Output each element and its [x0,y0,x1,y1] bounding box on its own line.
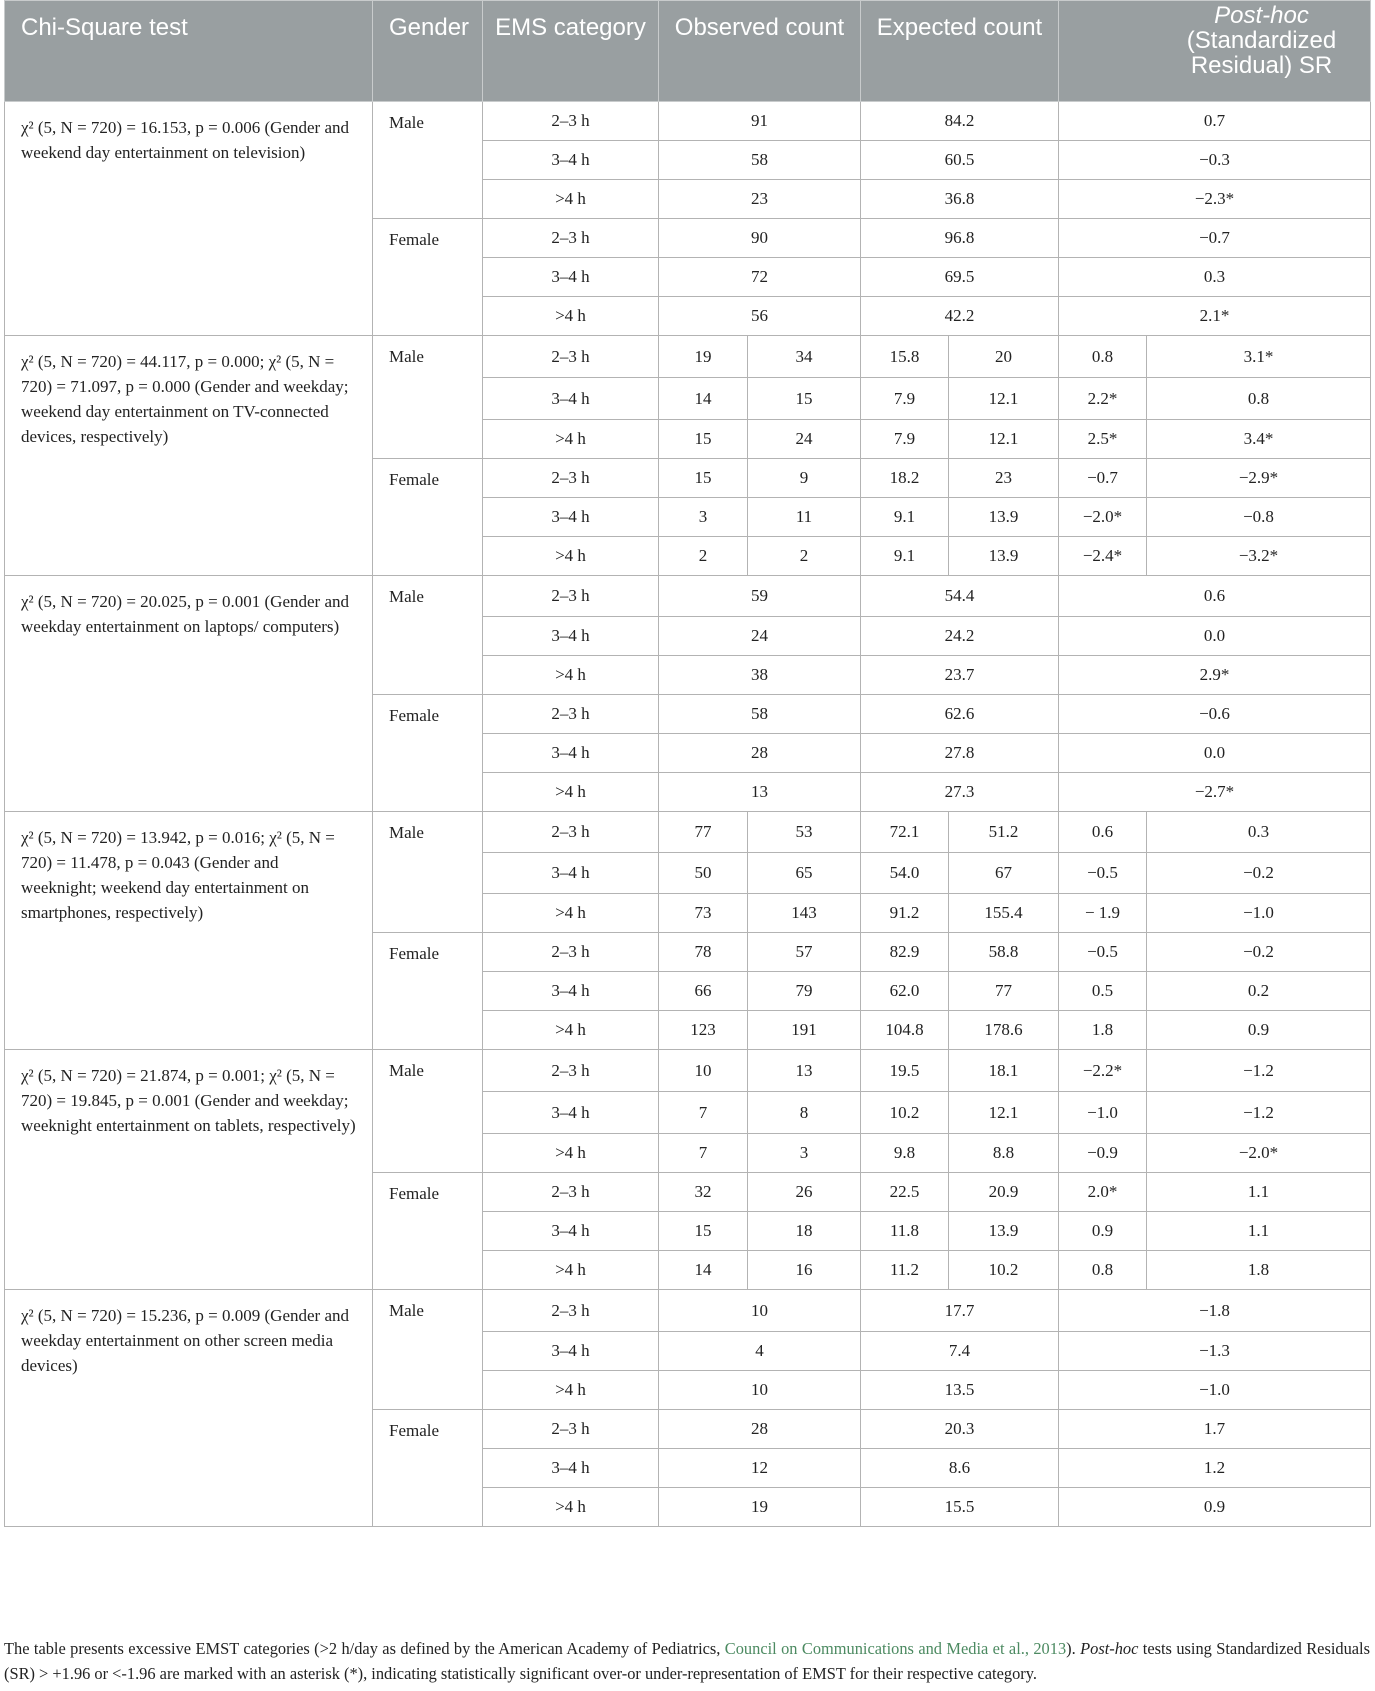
ems-category-cell: >4 h [483,297,659,336]
expected-count-cell: 11.8 [861,1212,949,1251]
observed-count-cell: 11 [748,498,861,537]
footnote-text-3: tests using Standardized Residuals (SR) > +1.96 or <-1.96 are marked with an asterisk (*), indicating statistically significant over-or under-representation of EMST for their respective category. [4,1639,1370,1683]
observed-count-cell: 23 [659,180,861,219]
ems-category-cell: >4 h [483,1134,659,1173]
gender-cell: Female [373,1173,483,1290]
observed-count-cell: 10 [659,1050,748,1092]
standardized-residual-cell: −3.2* [1147,537,1371,576]
ems-category-cell: >4 h [483,1371,659,1410]
chi-square-statistic: χ² (5, N = 720) = 15.236, p = 0.009 (Gender and weekday entertainment on other screen media devices) [5,1290,373,1527]
ems-category-cell: >4 h [483,420,659,459]
observed-count-cell: 79 [748,972,861,1011]
ems-category-cell: 2–3 h [483,933,659,972]
observed-count-cell: 3 [659,498,748,537]
observed-count-cell: 56 [659,297,861,336]
ems-category-cell: 3–4 h [483,972,659,1011]
observed-count-cell: 58 [659,141,861,180]
standardized-residual-cell: −2.4* [1059,537,1147,576]
observed-count-cell: 4 [659,1332,861,1371]
expected-count-cell: 19.5 [861,1050,949,1092]
standardized-residual-cell: −1.3 [1059,1332,1371,1371]
header-chi-square-test: Chi-Square test [5,1,373,102]
standardized-residual-cell: −0.3 [1059,141,1371,180]
expected-count-cell: 60.5 [861,141,1059,180]
observed-count-cell: 15 [748,378,861,420]
standardized-residual-cell: 1.7 [1059,1410,1371,1449]
expected-count-cell: 20 [949,336,1059,378]
standardized-residual-cell: −1.2 [1147,1050,1371,1092]
observed-count-cell: 15 [659,420,748,459]
expected-count-cell: 96.8 [861,219,1059,258]
chi-square-statistic: χ² (5, N = 720) = 44.117, p = 0.000; χ² (5, N = 720) = 71.097, p = 0.000 (Gender and weekday; weekend day entertainment on TV-connected devices, respectively) [5,336,373,576]
observed-count-cell: 26 [748,1173,861,1212]
ems-category-cell: >4 h [483,1488,659,1527]
observed-count-cell: 77 [659,812,748,853]
observed-count-cell: 15 [659,459,748,498]
standardized-residual-cell: 0.9 [1059,1212,1147,1251]
ems-category-cell: 2–3 h [483,336,659,378]
standardized-residual-cell: 0.2 [1147,972,1371,1011]
gender-cell: Male [373,812,483,933]
chi-square-statistic: χ² (5, N = 720) = 13.942, p = 0.016; χ² (5, N = 720) = 11.478, p = 0.043 (Gender and weeknight; weekend day entertainment on smartphones, respectively) [5,812,373,1050]
expected-count-cell: 54.0 [861,853,949,894]
standardized-residual-cell: −1.0 [1147,894,1371,933]
ems-category-cell: 2–3 h [483,1050,659,1092]
expected-count-cell: 8.6 [861,1449,1059,1488]
expected-count-cell: 7.9 [861,378,949,420]
standardized-residual-cell: −1.0 [1059,1092,1147,1134]
standardized-residual-cell: 0.6 [1059,812,1147,853]
observed-count-cell: 3 [748,1134,861,1173]
gender-cell: Female [373,459,483,576]
standardized-residual-cell: 0.8 [1059,336,1147,378]
expected-count-cell: 54.4 [861,576,1059,617]
table-row [5,812,1371,853]
observed-count-cell: 53 [748,812,861,853]
standardized-residual-cell: −1.2 [1147,1092,1371,1134]
ems-category-cell: >4 h [483,1011,659,1050]
standardized-residual-cell: −0.6 [1059,695,1371,734]
standardized-residual-cell: −2.2* [1059,1050,1147,1092]
expected-count-cell: 20.9 [949,1173,1059,1212]
observed-count-cell: 78 [659,933,748,972]
ems-category-cell: >4 h [483,1251,659,1290]
observed-count-cell: 72 [659,258,861,297]
ems-category-cell: 3–4 h [483,141,659,180]
expected-count-cell: 9.8 [861,1134,949,1173]
standardized-residual-cell: −2.9* [1147,459,1371,498]
standardized-residual-cell: 0.9 [1059,1488,1371,1527]
gender-cell: Female [373,933,483,1050]
observed-count-cell: 13 [748,1050,861,1092]
observed-count-cell: 66 [659,972,748,1011]
standardized-residual-cell: 0.8 [1147,378,1371,420]
expected-count-cell: 12.1 [949,1092,1059,1134]
observed-count-cell: 32 [659,1173,748,1212]
observed-count-cell: 34 [748,336,861,378]
expected-count-cell: 23 [949,459,1059,498]
gender-cell: Male [373,336,483,459]
expected-count-cell: 36.8 [861,180,1059,219]
expected-count-cell: 8.8 [949,1134,1059,1173]
gender-cell: Male [373,576,483,695]
observed-count-cell: 8 [748,1092,861,1134]
expected-count-cell: 7.4 [861,1332,1059,1371]
standardized-residual-cell: 2.9* [1059,656,1371,695]
observed-count-cell: 14 [659,1251,748,1290]
expected-count-cell: 15.8 [861,336,949,378]
expected-count-cell: 27.3 [861,773,1059,812]
ems-category-cell: 3–4 h [483,498,659,537]
expected-count-cell: 13.9 [949,1212,1059,1251]
observed-count-cell: 90 [659,219,861,258]
expected-count-cell: 24.2 [861,617,1059,656]
expected-count-cell: 155.4 [949,894,1059,933]
standardized-residual-cell: 1.8 [1059,1011,1147,1050]
ems-category-cell: 2–3 h [483,1290,659,1332]
header-gender: Gender [373,1,483,102]
observed-count-cell: 28 [659,1410,861,1449]
observed-count-cell: 10 [659,1290,861,1332]
observed-count-cell: 12 [659,1449,861,1488]
ems-category-cell: 2–3 h [483,695,659,734]
observed-count-cell: 58 [659,695,861,734]
standardized-residual-cell: − 1.9 [1059,894,1147,933]
observed-count-cell: 2 [659,537,748,576]
standardized-residual-cell: 3.1* [1147,336,1371,378]
table-row [5,102,1371,141]
expected-count-cell: 13.5 [861,1371,1059,1410]
header-ems-category: EMS category [483,1,659,102]
standardized-residual-cell: −0.5 [1059,933,1147,972]
expected-count-cell: 91.2 [861,894,949,933]
observed-count-cell: 123 [659,1011,748,1050]
observed-count-cell: 7 [659,1134,748,1173]
standardized-residual-cell: 2.1* [1059,297,1371,336]
observed-count-cell: 50 [659,853,748,894]
footnote-text-2: ). [1066,1639,1081,1658]
expected-count-cell: 13.9 [949,537,1059,576]
observed-count-cell: 57 [748,933,861,972]
ems-category-cell: 3–4 h [483,1449,659,1488]
expected-count-cell: 15.5 [861,1488,1059,1527]
standardized-residual-cell: 0.5 [1059,972,1147,1011]
chi-square-statistic: χ² (5, N = 720) = 21.874, p = 0.001; χ² (5, N = 720) = 19.845, p = 0.001 (Gender and weekday; weeknight entertainment on tablets, respectively) [5,1050,373,1290]
ems-category-cell: 3–4 h [483,734,659,773]
results-table [4,0,1371,1527]
expected-count-cell: 58.8 [949,933,1059,972]
standardized-residual-cell: −2.3* [1059,180,1371,219]
table-row [5,1290,1371,1332]
expected-count-cell: 77 [949,972,1059,1011]
footnote-italic-post-hoc: Post-hoc [1080,1639,1139,1658]
standardized-residual-cell: 2.2* [1059,378,1147,420]
standardized-residual-cell: −1.0 [1059,1371,1371,1410]
ems-category-cell: 2–3 h [483,102,659,141]
gender-cell: Male [373,1050,483,1173]
observed-count-cell: 24 [748,420,861,459]
expected-count-cell: 178.6 [949,1011,1059,1050]
header-observed-count: Observed count [659,1,861,102]
observed-count-cell: 59 [659,576,861,617]
standardized-residual-cell: 0.8 [1059,1251,1147,1290]
expected-count-cell: 62.6 [861,695,1059,734]
observed-count-cell: 2 [748,537,861,576]
gender-cell: Female [373,1410,483,1527]
footnote-text-1: The table presents excessive EMST categories (>2 h/day as defined by the American Academy of Pediatrics, [4,1639,725,1658]
gender-cell: Male [373,1290,483,1410]
gender-cell: Male [373,102,483,219]
expected-count-cell: 27.8 [861,734,1059,773]
standardized-residual-cell: 0.6 [1059,576,1371,617]
expected-count-cell: 42.2 [861,297,1059,336]
ems-category-cell: >4 h [483,537,659,576]
observed-count-cell: 9 [748,459,861,498]
expected-count-cell: 7.9 [861,420,949,459]
observed-count-cell: 65 [748,853,861,894]
observed-count-cell: 143 [748,894,861,933]
ems-category-cell: 2–3 h [483,459,659,498]
standardized-residual-cell: 1.2 [1059,1449,1371,1488]
gender-cell: Female [373,219,483,336]
header-expected-count: Expected count [861,1,1059,102]
ems-category-cell: 2–3 h [483,1173,659,1212]
standardized-residual-cell: −0.7 [1059,459,1147,498]
expected-count-cell: 13.9 [949,498,1059,537]
observed-count-cell: 191 [748,1011,861,1050]
ems-category-cell: 3–4 h [483,617,659,656]
observed-count-cell: 14 [659,378,748,420]
observed-count-cell: 19 [659,1488,861,1527]
footnote-citation-link[interactable]: Council on Communications and Media et al., 2013 [724,1639,1067,1658]
expected-count-cell: 69.5 [861,258,1059,297]
observed-count-cell: 18 [748,1212,861,1251]
ems-category-cell: 2–3 h [483,1410,659,1449]
ems-category-cell: 3–4 h [483,853,659,894]
ems-category-cell: >4 h [483,180,659,219]
expected-count-cell: 51.2 [949,812,1059,853]
standardized-residual-cell: −2.0* [1147,1134,1371,1173]
standardized-residual-cell: 0.9 [1147,1011,1371,1050]
standardized-residual-cell: −0.2 [1147,933,1371,972]
standardized-residual-cell: 1.1 [1147,1173,1371,1212]
standardized-residual-cell: 1.8 [1147,1251,1371,1290]
table-footnote [4,1636,1370,1686]
table-body [5,102,1371,1527]
standardized-residual-cell: −0.5 [1059,853,1147,894]
expected-count-cell: 67 [949,853,1059,894]
ems-category-cell: 2–3 h [483,576,659,617]
standardized-residual-cell: −1.8 [1059,1290,1371,1332]
standardized-residual-cell: 1.1 [1147,1212,1371,1251]
standardized-residual-cell: 2.5* [1059,420,1147,459]
expected-count-cell: 18.2 [861,459,949,498]
expected-count-cell: 104.8 [861,1011,949,1050]
observed-count-cell: 38 [659,656,861,695]
standardized-residual-cell: 0.7 [1059,102,1371,141]
standardized-residual-cell: −0.2 [1147,853,1371,894]
ems-category-cell: 2–3 h [483,812,659,853]
expected-count-cell: 22.5 [861,1173,949,1212]
expected-count-cell: 18.1 [949,1050,1059,1092]
expected-count-cell: 84.2 [861,102,1059,141]
table-row [5,336,1371,378]
expected-count-cell: 9.1 [861,537,949,576]
expected-count-cell: 12.1 [949,378,1059,420]
table-row [5,1050,1371,1092]
ems-category-cell: 2–3 h [483,219,659,258]
chi-square-statistic: χ² (5, N = 720) = 16.153, p = 0.006 (Gender and weekend day entertainment on television) [5,102,373,336]
expected-count-cell: 12.1 [949,420,1059,459]
expected-count-cell: 62.0 [861,972,949,1011]
ems-category-cell: 3–4 h [483,1332,659,1371]
standardized-residual-cell: −0.7 [1059,219,1371,258]
header-post-hoc-italic: Post-hoc [1214,2,1309,29]
header-post-hoc-rest: (Standardized Residual) SR [1186,27,1337,79]
observed-count-cell: 19 [659,336,748,378]
observed-count-cell: 10 [659,1371,861,1410]
expected-count-cell: 82.9 [861,933,949,972]
header-post-hoc [1059,1,1371,102]
ems-category-cell: >4 h [483,656,659,695]
observed-count-cell: 16 [748,1251,861,1290]
expected-count-cell: 10.2 [861,1092,949,1134]
expected-count-cell: 9.1 [861,498,949,537]
observed-count-cell: 24 [659,617,861,656]
ems-category-cell: 3–4 h [483,1212,659,1251]
expected-count-cell: 10.2 [949,1251,1059,1290]
observed-count-cell: 15 [659,1212,748,1251]
standardized-residual-cell: −2.0* [1059,498,1147,537]
standardized-residual-cell: 2.0* [1059,1173,1147,1212]
ems-category-cell: >4 h [483,894,659,933]
ems-category-cell: 3–4 h [483,258,659,297]
standardized-residual-cell: 0.3 [1059,258,1371,297]
chi-square-statistic: χ² (5, N = 720) = 20.025, p = 0.001 (Gender and weekday entertainment on laptops/ computers) [5,576,373,812]
standardized-residual-cell: 0.0 [1059,617,1371,656]
ems-category-cell: 3–4 h [483,378,659,420]
expected-count-cell: 23.7 [861,656,1059,695]
observed-count-cell: 7 [659,1092,748,1134]
table-row [5,576,1371,617]
gender-cell: Female [373,695,483,812]
expected-count-cell: 17.7 [861,1290,1059,1332]
observed-count-cell: 13 [659,773,861,812]
standardized-residual-cell: 3.4* [1147,420,1371,459]
observed-count-cell: 28 [659,734,861,773]
standardized-residual-cell: −0.9 [1059,1134,1147,1173]
observed-count-cell: 73 [659,894,748,933]
expected-count-cell: 72.1 [861,812,949,853]
standardized-residual-cell: −0.8 [1147,498,1371,537]
expected-count-cell: 11.2 [861,1251,949,1290]
ems-category-cell: >4 h [483,773,659,812]
expected-count-cell: 20.3 [861,1410,1059,1449]
standardized-residual-cell: −2.7* [1059,773,1371,812]
standardized-residual-cell: 0.0 [1059,734,1371,773]
ems-category-cell: 3–4 h [483,1092,659,1134]
observed-count-cell: 91 [659,102,861,141]
standardized-residual-cell: 0.3 [1147,812,1371,853]
